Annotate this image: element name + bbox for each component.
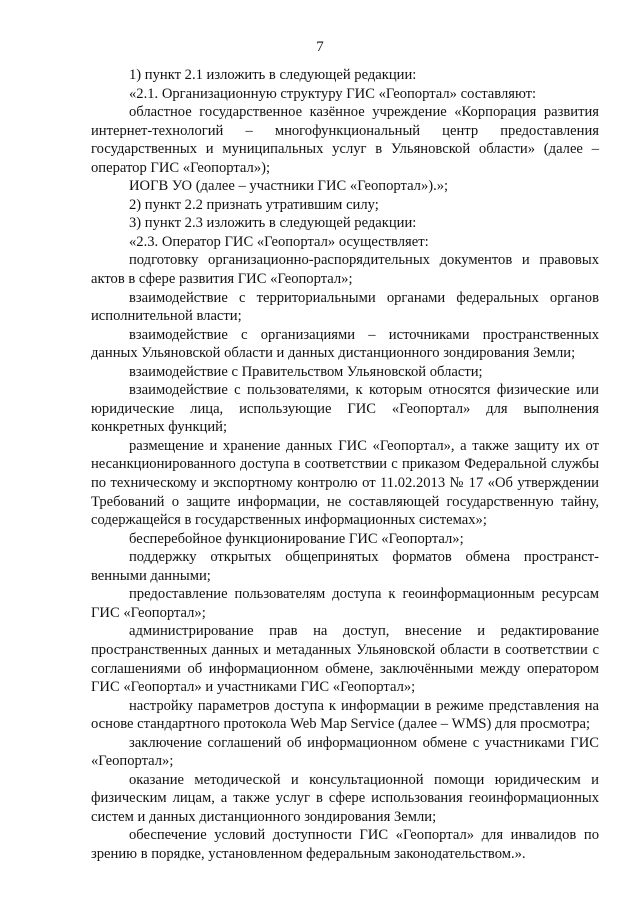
paragraph-9: взаимодействие с территориальными органами федеральных органов исполнительной власти; bbox=[91, 289, 599, 325]
paragraph-16: предоставление пользователям доступа к геоинформационным ресурсам ГИС «Геопортал»; bbox=[91, 586, 599, 621]
paragraph-13: размещение и хранение данных ГИС «Геопортал», а также защиту их от несанкционированного доступа в соответствии с приказом Федеральной службы по техническому и экспортному контролю от 11.02.2013 № 17 «Об утверждении Требований о защите информации, не составляющей государственную тайну, содержащейся в государственных информационных системах»; bbox=[91, 437, 599, 529]
paragraph-14: бесперебойное функционирование ГИС «Геопортал»; bbox=[129, 530, 464, 547]
paragraph-21: обеспечение условий доступности ГИС «Геопортал» для инвалидов по зрению в порядке, установленном федеральным законодательством.». bbox=[91, 827, 599, 862]
paragraph-2: «2.1. Организационную структуру ГИС «Геопортал» составляют: bbox=[129, 85, 537, 102]
paragraph-8: подготовку организационно-распорядительных документов и правовых актов в сфере развития ГИС «Геопортал»; bbox=[91, 252, 599, 288]
paragraph-3: областное государственное казённое учреждение «Корпорация развития интернет-технологий – многофункциональный центр предоставления государственных и муниципальных услуг в Ульяновской области» (далее – оператор ГИС «Геопортал»); bbox=[91, 104, 599, 176]
paragraph-4: ИОГВ УО (далее – участники ГИС «Геопортал»).»; bbox=[129, 178, 449, 195]
paragraph-20: оказание методической и консультационной помощи юридическим и физическим лицам, а также услуг в сфере использования геоинформационных систем и данных дистанционного зондирования Земли; bbox=[91, 771, 599, 825]
paragraph-12: взаимодействие с пользователями, к которым относятся физические или юридические лица, использующие ГИС «Геопортал» для выполнения конкретных функций; bbox=[91, 382, 599, 436]
paragraph-10: взаимодействие с организациями – источниками пространственных данных Ульяновской области и данных дистанционного зондирования Земли; bbox=[91, 326, 599, 362]
paragraph-1: 1) пункт 2.1 изложить в следующей редакции: bbox=[129, 67, 417, 83]
paragraph-5: 2) пункт 2.2 признать утратившим силу; bbox=[129, 196, 379, 213]
paragraph-15: поддержку открытых общепринятых форматов обмена пространственными данными; bbox=[91, 549, 599, 584]
page-number: 7 bbox=[316, 39, 324, 55]
paragraph-7: «2.3. Оператор ГИС «Геопортал» осуществляет: bbox=[129, 233, 429, 250]
paragraph-11: взаимодействие с Правительством Ульяновской области; bbox=[129, 363, 483, 380]
paragraph-6: 3) пункт 2.3 изложить в следующей редакции: bbox=[129, 215, 417, 232]
paragraph-17: администрирование прав на доступ, внесение и редактирование пространственных данных и метаданных Ульяновской области в соответствии с соглашениями об информационном обмене, заключёнными между оператором ГИС «Геопортал» и участниками ГИС «Геопортал»; bbox=[91, 623, 599, 696]
paragraph-18: настройку параметров доступа к информации в режиме представления на основе стандартного протокола Web Map Service (далее – WMS) для просмотра; bbox=[91, 697, 599, 733]
paragraph-19: заключение соглашений об информационном обмене с участниками ГИС «Геопортал»; bbox=[91, 734, 599, 770]
document-body bbox=[91, 66, 599, 864]
